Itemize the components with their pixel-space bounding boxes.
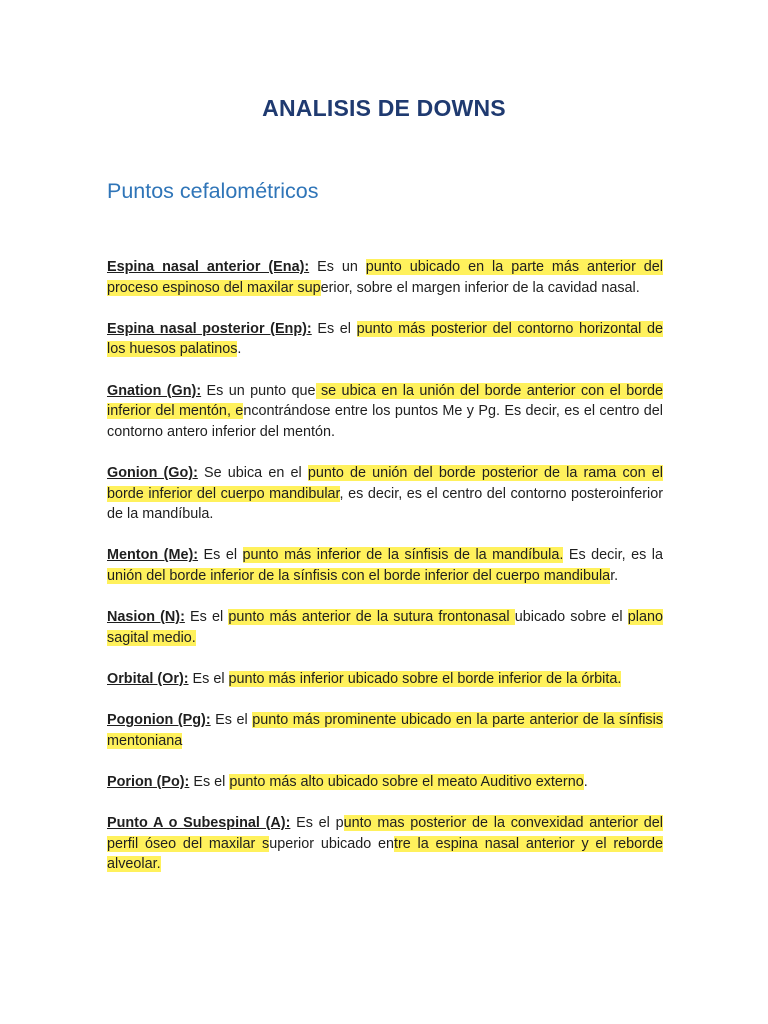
highlighted-text: punto más anterior de la sutura frontonasal [228,609,515,626]
highlighted-text: plano sagital medio. [107,609,663,646]
definitions-list [107,257,663,895]
definition-term: Punto A o Subespinal (A): [107,815,291,832]
highlighted-text: punto más inferior ubicado sobre el borde inferior de la órbita. [228,670,622,687]
definition-entry [107,319,663,360]
highlighted-text: unión del borde inferior de la sínfisis con el borde inferior del cuerpo mandibula [107,567,611,584]
highlighted-text: punto ubicado en la parte más anterior del proceso espinoso del maxilar sup [107,259,664,296]
document-title: ANALISIS DE DOWNS [262,95,506,121]
definition-entry [107,772,663,793]
definition-text: Es el [188,670,229,687]
definition-text: uperior ubicado en [269,835,394,852]
definition-text: Es un [309,259,366,275]
definition-text: Es el [189,773,230,790]
highlighted-text: punto más prominente ubicado en la parte anterior de la sínfisis mentoniana [107,712,663,749]
definition-term: Pogonion (Pg): [107,712,211,729]
definition-text: r. [610,567,619,584]
definition-text: Es decir, es la [563,547,663,564]
highlighted-text: unto mas posterior de la convexidad anterior del perfil óseo del maxilar s [107,815,664,852]
definition-entry [107,257,663,298]
highlighted-text: se ubica en la unión del borde anterior con el borde inferior del mentón, e [107,382,663,420]
definition-term: Orbital (Or): [107,670,189,687]
section-heading: Puntos cefalométricos [107,179,319,203]
definition-text: Es el [210,712,253,729]
definition-term: Menton (Me): [107,547,199,564]
definition-text: . [237,341,242,358]
definition-entry [107,813,663,875]
highlighted-text: punto más posterior del contorno horizontal de los huesos palatinos [107,320,663,358]
highlighted-text: punto más inferior de la sínfisis de la mandíbula. [242,547,564,564]
definition-text: Es el [184,609,229,626]
definition-term: Espina nasal anterior (Ena): [107,259,310,275]
definition-text: ubicado sobre el [514,609,628,626]
definition-entry [107,710,663,751]
definition-text: , es decir, es el centro del contorno posteroinferior de la mandíbula. [107,485,664,523]
highlighted-text: punto más alto ubicado sobre el meato Auditivo externo [229,773,584,790]
definition-text: ncontrándose entre los puntos Me y Pg. Es decir, es el centro del contorno antero inferior del mentón. [107,403,664,440]
definition-text: Es el [311,320,357,337]
definition-entry [107,669,663,690]
highlighted-text: tre la espina nasal anterior y el reborde alveolar. [107,835,663,873]
definition-entry [107,463,663,525]
highlighted-text: punto de unión del borde posterior de la rama con el borde inferior del cuerpo mandibular [107,464,664,502]
definition-text: Se ubica en el [197,464,308,481]
definition-entry [107,381,663,443]
definition-term: Porion (Po): [107,773,190,790]
definition-text: Es el [198,547,243,564]
definition-text: Es un punto que [201,382,316,399]
definition-entry [107,607,663,648]
definition-entry [107,545,663,586]
definition-text: . [583,773,588,790]
definition-term: Gnation (Gn): [107,382,202,399]
definition-term: Gonion (Go): [107,464,198,481]
definition-term: Nasion (N): [107,609,185,626]
definition-term: Espina nasal posterior (Enp): [107,320,312,337]
definition-text: erior, sobre el margen inferior de la cavidad nasal. [320,279,640,296]
definition-text: Es el p [290,815,344,832]
